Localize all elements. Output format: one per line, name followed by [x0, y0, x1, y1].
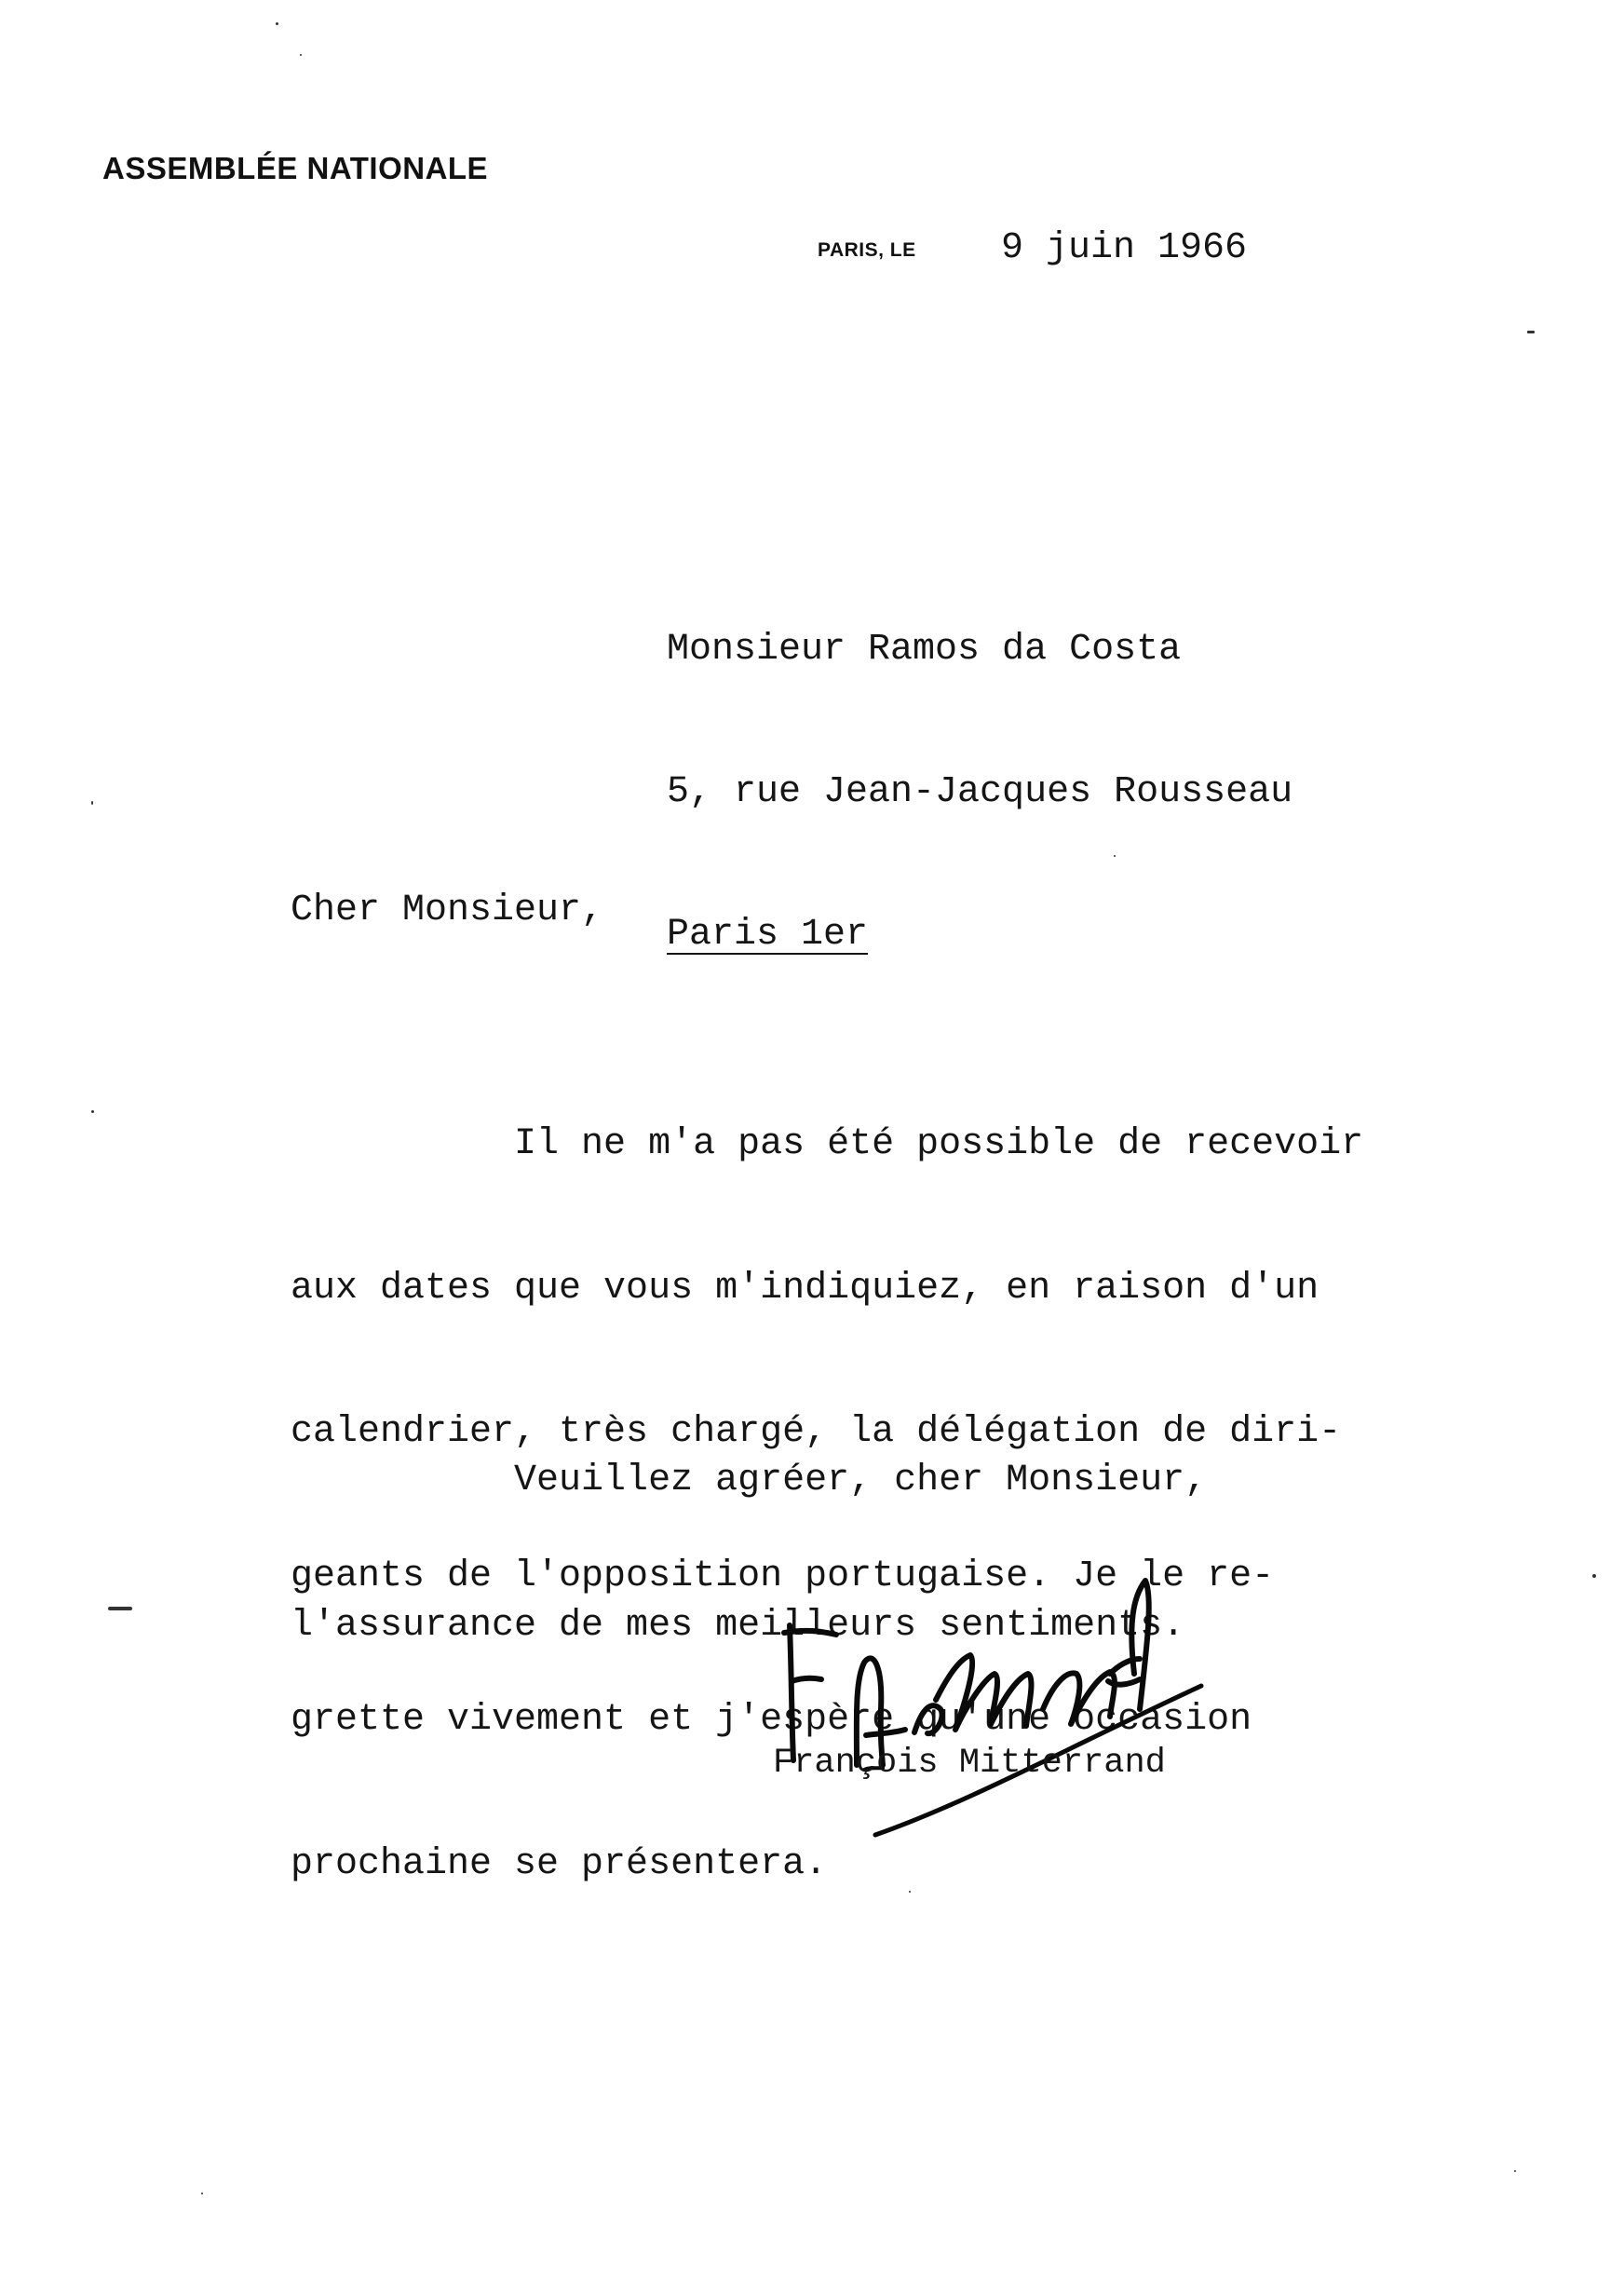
scan-speck	[276, 22, 278, 25]
scan-speck	[1114, 855, 1116, 857]
letter-date: 9 juin 1966	[1001, 227, 1248, 269]
scan-speck	[909, 1891, 911, 1893]
scan-speck	[108, 1607, 132, 1610]
body-line: grette vivement et j'espère qu'une occasion	[291, 1699, 1252, 1741]
body-line: aux dates que vous m'indiquiez, en raison d'un	[291, 1267, 1320, 1310]
scan-speck	[1514, 2170, 1516, 2172]
scan-speck	[1592, 1574, 1596, 1578]
recipient-city: Paris 1er	[667, 914, 869, 956]
letterhead-institution: ASSEMBLÉE NATIONALE	[102, 151, 489, 185]
date-prefix: PARIS, LE	[818, 239, 916, 261]
body-line: geants de l'opposition portugaise. Je le re-	[291, 1555, 1275, 1597]
scan-speck	[201, 2193, 203, 2194]
signer-name: François Mitterrand	[773, 1744, 1166, 1783]
scan-speck	[300, 54, 302, 56]
salutation: Cher Monsieur,	[291, 889, 604, 931]
scan-speck	[91, 801, 93, 805]
scan-speck	[91, 1110, 94, 1113]
recipient-name: Monsieur Ramos da Costa	[667, 629, 1182, 671]
handwritten-signature	[764, 1569, 1229, 1840]
closing-line: Veuillez agréer, cher Monsieur,	[291, 1460, 1208, 1501]
body-line: prochaine se présentera.	[291, 1842, 828, 1885]
recipient-address	[667, 531, 1292, 1053]
body-line: calendrier, très chargé, la délégation de diri-	[291, 1411, 1342, 1453]
closing-line: l'assurance de mes meilleurs sentiments.	[291, 1605, 1185, 1647]
recipient-street: 5, rue Jean-Jacques Rousseau	[667, 771, 1293, 813]
scan-speck	[1527, 331, 1535, 333]
body-line: Il ne m'a pas été possible de recevoir	[291, 1123, 1364, 1165]
